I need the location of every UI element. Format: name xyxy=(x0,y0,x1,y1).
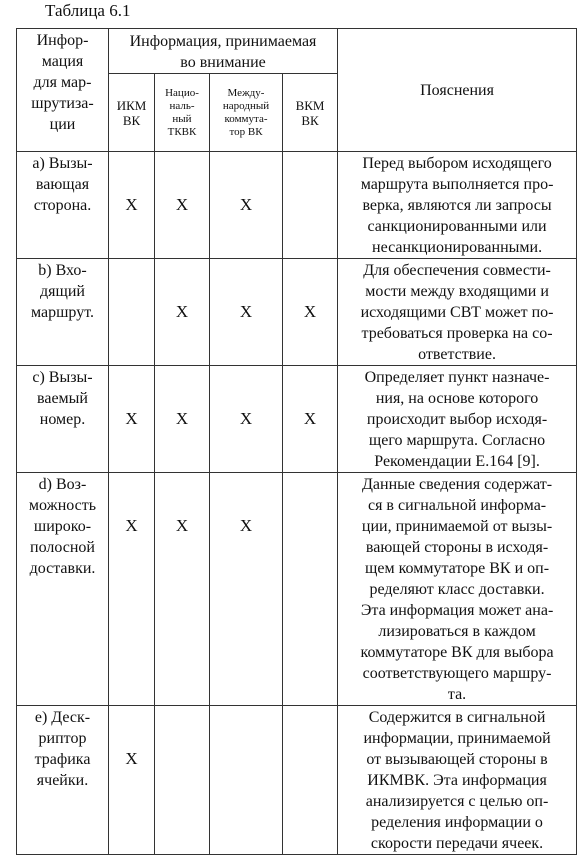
mark-cell: X xyxy=(283,259,338,366)
header-international-switch: Между- народный коммута- тор ВК xyxy=(210,74,283,152)
table-row xyxy=(17,706,577,855)
mark-cell: X xyxy=(155,152,210,259)
header-info-for-routing: Инфор- мация для мар- шрутиза- ции xyxy=(17,29,109,152)
row-note: Перед выбором исходящего маршрута выполняется про- верка, являются ли запросы санкционированными или несанкционированными. xyxy=(338,152,577,259)
mark-cell: X xyxy=(155,366,210,473)
mark-cell xyxy=(283,152,338,259)
header-ikm-vk: ИКМ ВК xyxy=(109,74,155,152)
row-note: Определяет пункт назначе- ния, на основе которого происходит выбор исходя- щего маршрута. Согласно Рекомендации E.164 [9]. xyxy=(338,366,577,473)
row-note: Содержится в сигнальной информации, принимаемой от вызывающей стороны в ИКМВК. Эта информация анализируется с целью оп- ределения информации о скорости передачи ячеек. xyxy=(338,706,577,855)
header-national-tkvk: Нацио- наль- ный ТКВК xyxy=(155,74,210,152)
mark-cell xyxy=(283,706,338,855)
row-name: d) Воз- можность широко- полосной доставки. xyxy=(17,473,109,706)
table-row xyxy=(17,259,577,366)
header-considered-group: Информация, принимаемая во внимание xyxy=(109,29,338,74)
table-row xyxy=(17,152,577,259)
mark-cell: X xyxy=(109,706,155,855)
table-caption: Таблица 6.1 xyxy=(45,1,131,20)
row-note: Для обеспечения совмести- мости между входящими и исходящими СВТ может по- требоваться проверка на со- ответствие. xyxy=(338,259,577,366)
mark-cell xyxy=(109,259,155,366)
mark-cell: X xyxy=(283,366,338,473)
mark-cell: X xyxy=(210,259,283,366)
table-row xyxy=(17,366,577,473)
routing-info-table xyxy=(16,28,577,855)
row-name: c) Вызы- ваемый номер. xyxy=(17,366,109,473)
row-name: e) Деск- риптор трафика ячейки. xyxy=(17,706,109,855)
mark-cell: X xyxy=(210,473,283,706)
row-name: a) Вызы- вающая сторона. xyxy=(17,152,109,259)
header-row-top xyxy=(17,29,577,74)
header-notes: Пояснения xyxy=(338,29,577,152)
mark-cell: X xyxy=(210,152,283,259)
mark-cell: X xyxy=(109,473,155,706)
mark-cell: X xyxy=(109,366,155,473)
mark-cell: X xyxy=(155,473,210,706)
mark-cell: X xyxy=(155,259,210,366)
mark-cell: X xyxy=(210,366,283,473)
row-name: b) Вхо- дящий маршрут. xyxy=(17,259,109,366)
mark-cell xyxy=(210,706,283,855)
table-row xyxy=(17,473,577,706)
header-vkm-vk: ВКМ ВК xyxy=(283,74,338,152)
mark-cell xyxy=(283,473,338,706)
row-note: Данные сведения содержат- ся в сигнальной информа- ции, принимаемой от вызы- вающей стороны в исходя- щем коммутаторе ВК и оп- ределяют класс доставки. Эта информация может ана- лизироваться в каждом коммутаторе ВК для выбора соответствующего маршру- та. xyxy=(338,473,577,706)
mark-cell: X xyxy=(109,152,155,259)
mark-cell xyxy=(155,706,210,855)
